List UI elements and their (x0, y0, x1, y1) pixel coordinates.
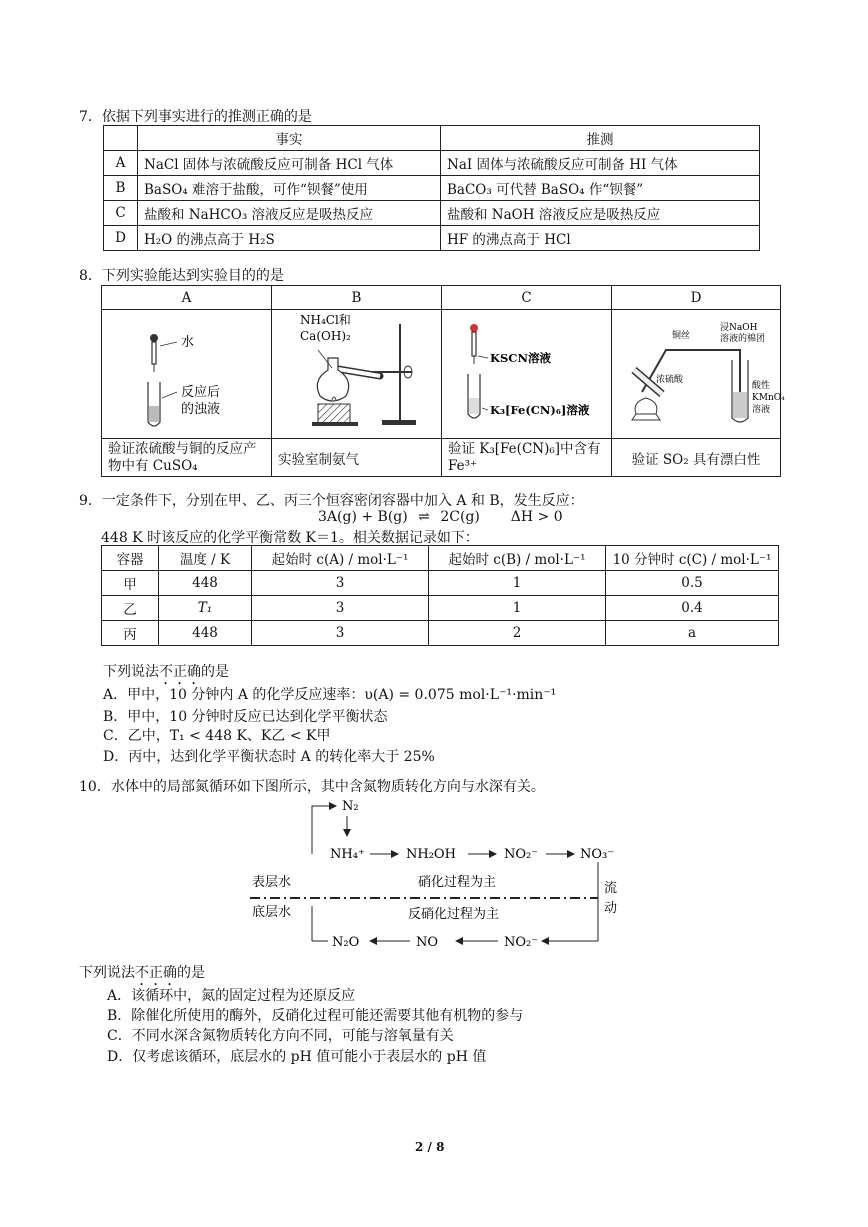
nh4-label: NH₄⁺ (330, 847, 365, 862)
label-liquid-2: 的浊液 (181, 402, 221, 417)
apparatus-b (272, 310, 442, 439)
no3-label: NO₃⁻ (580, 847, 615, 862)
caption-a: 验证浓硫酸与铜的反应产物中有 CuSO₄ (102, 439, 272, 477)
q10-stem: 10．水体中的局部氮循环如下图所示，其中含氮物质转化方向与水深有关。 (79, 779, 545, 795)
apparatus-b-drawing (272, 310, 440, 434)
q8-header-c: C (442, 286, 612, 310)
q7-stem: 7．依据下列事实进行的推测正确的是 (79, 109, 312, 125)
nitrification-label: 硝化过程为主 (418, 875, 497, 890)
table-row: 乙 T₁ 3 1 0.4 (102, 596, 779, 621)
n2o-label: N₂O (332, 935, 360, 950)
table-row: 甲 448 3 1 0.5 (102, 571, 779, 596)
no2-top-label: NO₂⁻ (504, 847, 539, 862)
label-kscn: KSCN溶液 (490, 351, 551, 365)
eq-dh: ΔH > 0 (510, 509, 563, 525)
q9-table: 容器 温度 / K 起始时 c(A) / mol·L⁻¹ 起始时 c(B) / mol·L⁻¹ 10 分钟时 c(C) / mol·L⁻¹ 甲 448 3 1 0.5 乙 T₁ 3 1 0.4 丙 448 3 2 a (101, 545, 779, 646)
label-water: 水 (181, 335, 195, 350)
q9-stem: 9．一定条件下，分别在甲、乙、丙三个恒容密闭容器中加入 A 和 B，发生反应： (79, 493, 584, 509)
q9-option-b: B．甲中，10 分钟时反应已达到化学平衡状态 (103, 709, 388, 725)
label-cu-wire: 铜丝 (672, 331, 691, 341)
q7-header-fact: 事实 (138, 126, 441, 151)
caption-d: 验证 SO₂ 具有漂白性 (612, 439, 781, 477)
apparatus-c-drawing (442, 310, 610, 434)
label-kmno4-1: 酸性 (752, 381, 771, 391)
table-row: B BaSO₄ 难溶于盐酸，可作“钡餐”使用 BaCO₃ 可代替 BaSO₄ 作“钡餐” (104, 176, 760, 201)
q9-ask: 下列说法不正确的是 (103, 664, 229, 680)
q9-equation (318, 509, 563, 525)
q9-option-c: C．乙中，T₁ < 448 K、K乙 < K甲 (103, 728, 331, 744)
q9-option-d: D．丙中，达到化学平衡状态时 A 的转化率大于 25% (103, 749, 435, 765)
page-number: 2 / 8 (415, 1140, 445, 1154)
apparatus-d-drawing (612, 310, 785, 434)
q10-ask: 下列说法不正确的是 (79, 965, 205, 981)
apparatus-a (102, 310, 272, 439)
table-row: A NaCl 固体与浓硫酸反应可制备 HCl 气体 NaI 固体与浓硫酸反应可制备 HI 气体 (104, 151, 760, 176)
table-row: D H₂O 的沸点高于 H₂S HF 的沸点高于 HCl (104, 226, 760, 251)
q9-note: 448 K 时该反应的化学平衡常数 K＝1。相关数据记录如下： (101, 530, 479, 546)
label-nh4cl: NH₄Cl和 (300, 313, 351, 327)
apparatus-c (442, 310, 612, 439)
label-naoh-2: 溶液的棉团 (720, 334, 766, 344)
apparatus-d (612, 310, 785, 439)
table-row: 丙 448 3 2 a (102, 621, 779, 646)
q8-table (101, 285, 785, 477)
q7-header-infer: 推测 (441, 126, 760, 151)
q7-table (103, 125, 760, 251)
denitrification-label: 反硝化过程为主 (408, 907, 500, 922)
bottom-label: 底层水 (252, 905, 292, 920)
flow-label-1: 流 (604, 881, 618, 896)
equilibrium-arrow-icon: ⇌ (418, 509, 430, 525)
q8-header-b: B (272, 286, 442, 310)
caption-b: 实验室制氨气 (272, 439, 442, 477)
label-conc-acid: 浓硫酸 (656, 375, 684, 385)
q10-option-c: C．不同水深含氮物质转化方向不同，可能与溶氧量有关 (107, 1028, 454, 1044)
nh2oh-label: NH₂OH (406, 847, 456, 862)
flow-label-2: 动 (604, 901, 618, 916)
apparatus-a-drawing (102, 310, 270, 434)
q9-option-a: A．甲中，10 分钟内 A 的化学反应速率：υ(A) = 0.075 mol·L⁻¹·min⁻¹ (103, 687, 557, 703)
label-caoh2: Ca(OH)₂ (300, 329, 351, 343)
q10-option-b: B．除催化所使用的酶外，反硝化过程可能还需要其他有机物的参与 (107, 1008, 524, 1024)
label-kmno4-2: KMnO₄ (752, 393, 785, 403)
q10-option-a: A．该循环中，氮的固定过程为还原反应 (107, 988, 356, 1004)
label-liquid-1: 反应后 (181, 385, 221, 400)
label-ferricyanide: K₃[Fe(CN)₆]溶液 (490, 403, 590, 417)
n2-label: N₂ (342, 799, 359, 814)
eq-left: 3A(g) + B(g) (318, 509, 408, 525)
surface-label: 表层水 (252, 875, 292, 890)
q10-option-d: D．仅考虑该循环，底层水的 pH 值可能小于表层水的 pH 值 (107, 1049, 487, 1065)
table-row: C 盐酸和 NaHCO₃ 溶液反应是吸热反应 盐酸和 NaOH 溶液反应是吸热反应 (104, 201, 760, 226)
caption-c: 验证 K₃[Fe(CN)₆]中含有 Fe³⁺ (442, 439, 612, 477)
eq-right: 2C(g) (440, 509, 480, 525)
q8-header-d: D (612, 286, 781, 310)
nitrogen-cycle-diagram (240, 796, 640, 956)
label-naoh-1: 浸NaOH (720, 323, 758, 333)
no-label: NO (416, 935, 439, 950)
label-kmno4-3: 溶液 (752, 405, 771, 415)
q8-header-a: A (102, 286, 272, 310)
no2-bottom-label: NO₂⁻ (504, 935, 539, 950)
q8-stem: 8．下列实验能达到实验目的的是 (79, 268, 284, 284)
